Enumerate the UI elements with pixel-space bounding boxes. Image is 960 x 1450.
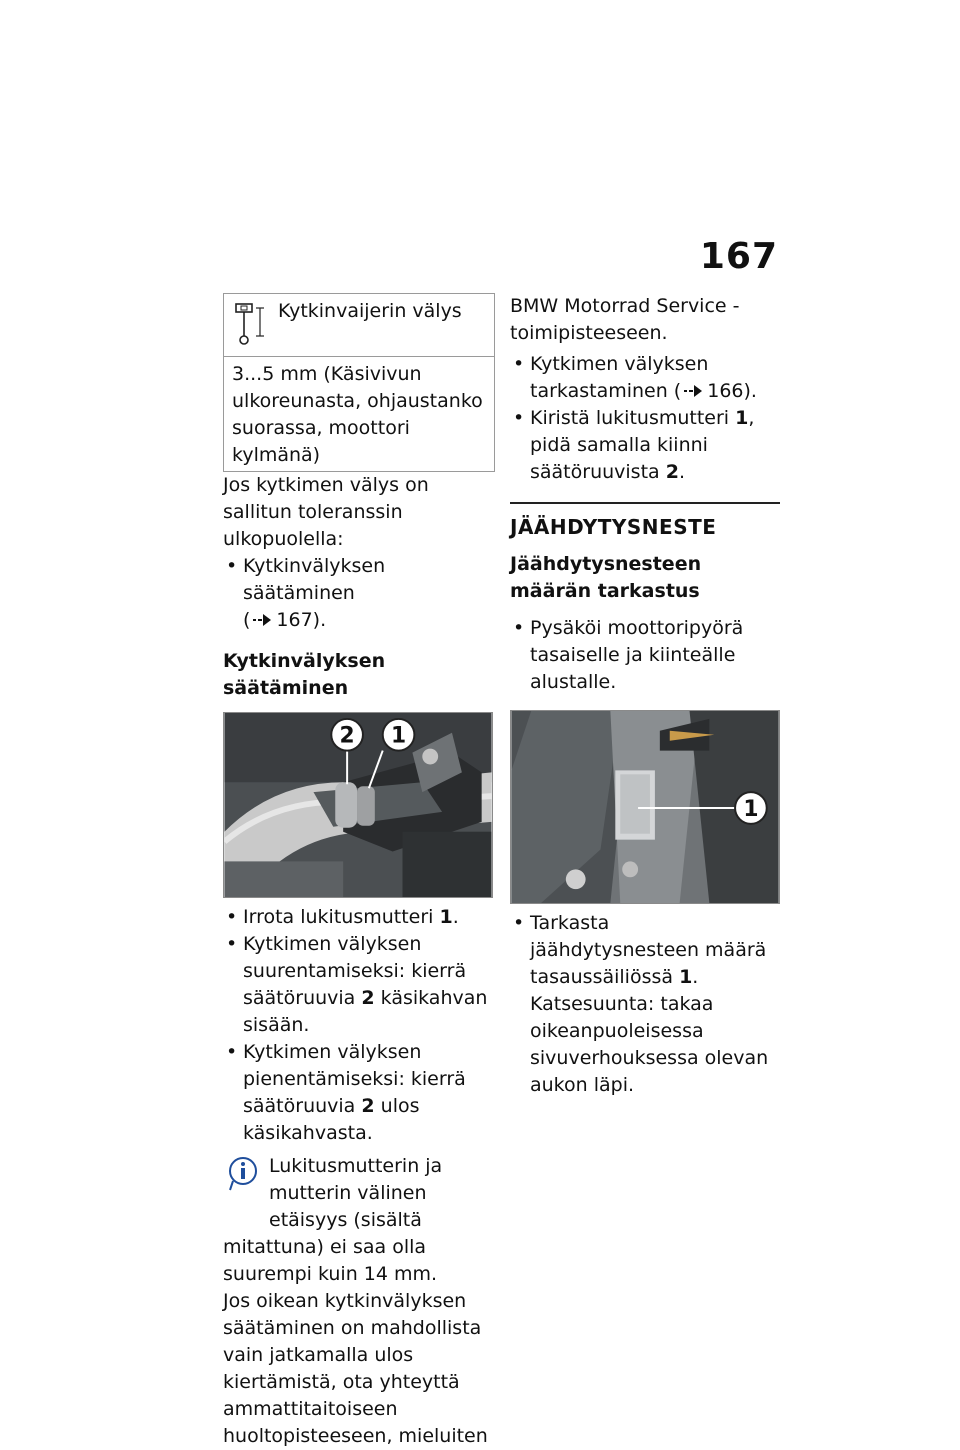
list-item: • Kytkinvälyksen säätäminen ( 167). xyxy=(223,553,495,634)
park-list xyxy=(510,615,780,696)
coolant-reservoir-photo xyxy=(510,710,780,904)
inspect-list xyxy=(510,910,780,1099)
page-number: 167 xyxy=(699,236,778,277)
list-item: • Kytkimen välyksen suurentamiseksi: kierrä säätöruuvia 2 käsikahvan sisään. xyxy=(223,931,495,1039)
info-icon xyxy=(227,1155,259,1193)
left-column xyxy=(223,293,495,1450)
note-first-line: Lukitusmutterin ja mutterin välinen etäisyys (sisältä xyxy=(269,1155,443,1231)
spec-header xyxy=(224,294,494,357)
final-steps-list xyxy=(510,351,780,486)
spec-value: 3...5 mm (Käsivivun ulkoreunasta, ohjaustanko suorassa, moottori kylmänä) xyxy=(232,363,483,466)
clutch-lever-photo xyxy=(223,712,493,898)
ref-bullet-page: 167). xyxy=(276,609,327,631)
callout-1: 1 xyxy=(390,723,407,749)
section-divider xyxy=(510,502,780,605)
note-continuation: mitattuna) ei saa olla suurempi kuin 14 mm. xyxy=(223,1236,438,1285)
spec-title: Kytkinvaijerin välys xyxy=(278,300,462,322)
subheading-coolant: Jäähdytysnesteen määrän tarkastus xyxy=(510,553,702,602)
service-paragraph: Jos oikean kytkinvälyksen säätäminen on mahdollista vain jatkamalla ulos kiertämistä, ota yhteyttä ammattitaitoiseen huoltopisteeseen, mieluiten xyxy=(223,1290,488,1447)
page-reference-arrow-icon xyxy=(683,384,703,398)
list-item: • Irrota lukitusmutteri 1. xyxy=(223,904,495,931)
callout-1: 1 xyxy=(743,796,759,822)
ref-bullet-text: Kytkinvälyksen säätäminen xyxy=(243,555,386,604)
callout-2: 2 xyxy=(339,723,355,749)
clutch-steps-list xyxy=(223,904,495,1147)
reference-list xyxy=(223,553,495,634)
list-item: • Tarkasta jäähdytysnesteen määrä tasaussäiliössä 1. Katsesuunta: takaa oikeanpuoleisessa sivuverhouksessa olevan aukon läpi. xyxy=(510,910,780,1099)
list-item: • Kiristä lukitusmutteri 1, pidä samalla kiinni säätöruuvista 2. xyxy=(510,405,780,486)
info-note xyxy=(223,1153,495,1288)
right-column xyxy=(510,293,780,1099)
section-title: JÄÄHDYTYSNESTE xyxy=(510,515,717,539)
intro-text: Jos kytkimen välys on sallitun toleranssin ulkopuolella: xyxy=(223,474,429,550)
list-item: • Kytkimen välyksen tarkastaminen ( 166). xyxy=(510,351,780,405)
list-item: • Pysäköi moottoripyörä tasaiselle ja kiinteälle alustalle. xyxy=(510,615,780,696)
spec-box xyxy=(223,293,495,472)
feeler-gauge-icon xyxy=(232,300,268,346)
page-reference-arrow-icon xyxy=(252,613,272,627)
subheading-clutch-adjust: Kytkinvälyksen säätäminen xyxy=(223,650,386,699)
continuation-text: BMW Motorrad Service -toimipisteeseen. xyxy=(510,295,740,344)
list-item: • Kytkimen välyksen pienentämiseksi: kierrä säätöruuvia 2 ulos käsikahvasta. xyxy=(223,1039,495,1147)
